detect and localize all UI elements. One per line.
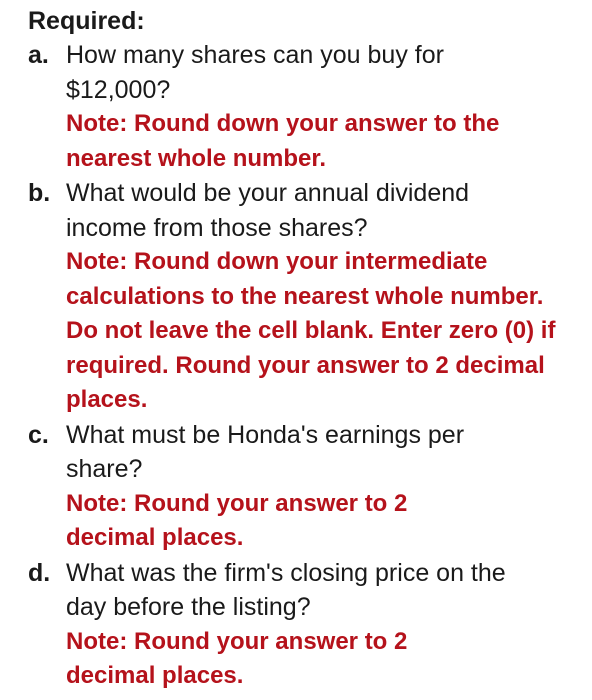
required-section (28, 4, 588, 694)
item-letter: d. (28, 558, 51, 587)
item-body (66, 418, 588, 556)
question-text: What would be your annual dividend income from those shares? (66, 179, 470, 242)
note-text: Note: Round your answer to 2 decimal places. (66, 489, 408, 551)
question-text: How many shares can you buy for $12,000? (66, 41, 444, 104)
item-letter: c. (28, 420, 49, 449)
note-text: Note: Round down your intermediate calculations to the nearest whole number. Do not leave the cell blank. Enter zero (0) if required. Round your answer to 2 decimal places. (66, 248, 556, 413)
question-text: What was the firm's closing price on the day before the listing? (66, 558, 506, 621)
item-body (66, 176, 588, 418)
question-item-d (28, 556, 588, 694)
question-item-c (28, 418, 588, 556)
item-body (66, 556, 588, 694)
note-text: Note: Round down your answer to the nearest whole number. (66, 110, 500, 172)
item-letter: a. (28, 41, 49, 69)
item-letter: b. (28, 179, 51, 207)
question-item-b (28, 176, 588, 418)
note-text: Note: Round your answer to 2 decimal places. (66, 627, 408, 689)
question-text: What must be Honda's earnings per share? (66, 420, 465, 483)
section-heading: Required: (28, 7, 145, 35)
question-item-a (28, 38, 588, 176)
item-body (66, 38, 588, 176)
